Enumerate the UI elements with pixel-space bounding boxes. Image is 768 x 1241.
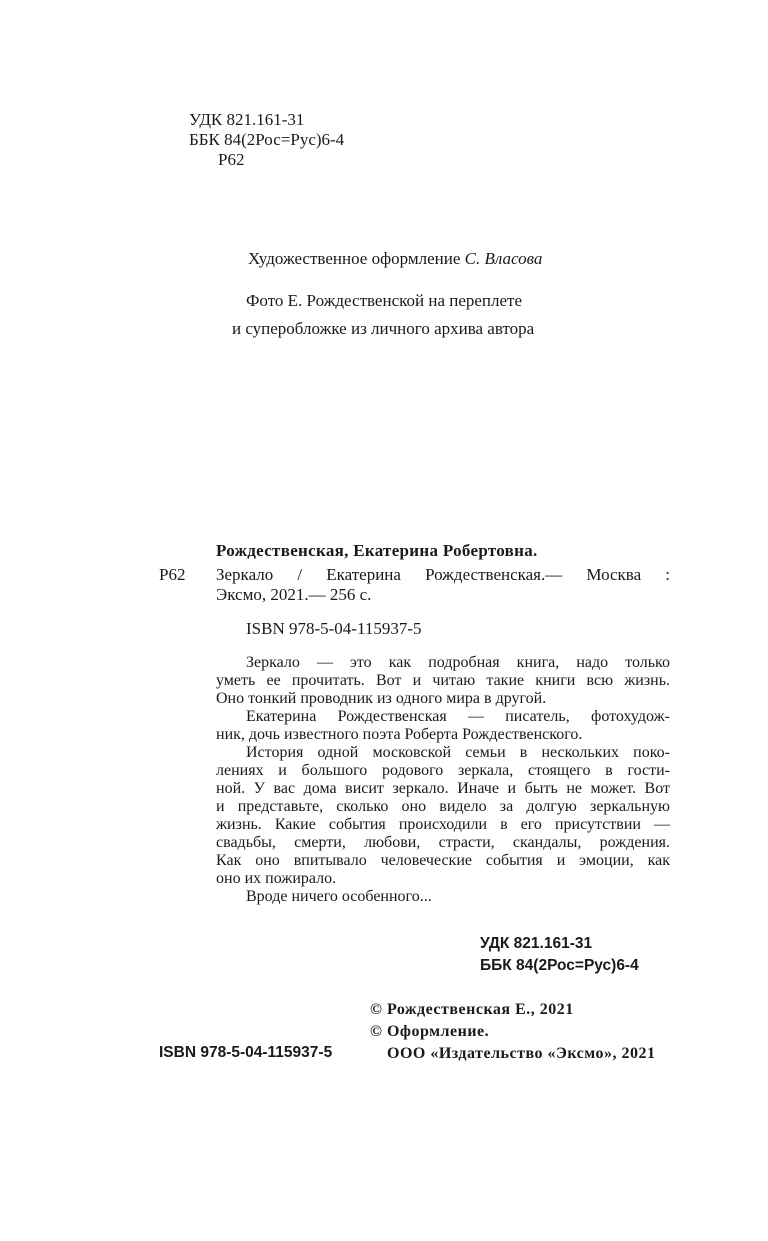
copyright-author: © Рождественская Е., 2021 — [370, 1001, 574, 1018]
annotation-p4: Вроде ничего особенного... — [246, 888, 432, 905]
annotation-p1-line-1: Зеркало — это как подробная книга, надо только — [246, 654, 670, 671]
annotation-p3-line-6: свадьбы, смерти, любови, страсти, скандалы, рождения. — [216, 834, 670, 851]
photo-credit-line-2: и суперобложке из личного архива автора — [232, 319, 535, 338]
annotation-p2-line-2: ник, дочь известного поэта Роберта Рождественского. — [216, 726, 583, 743]
copyright-design: © Оформление. — [370, 1023, 490, 1040]
isbn-record: ISBN 978-5-04-115937-5 — [246, 619, 422, 638]
annotation-p3-line-7: Как оно впитывало человеческие события и эмоции, как — [216, 852, 670, 869]
udk-code-top: УДК 821.161-31 — [189, 110, 305, 129]
annotation-p3-line-8: оно их пожирало. — [216, 870, 337, 887]
photo-credit-line-1: Фото Е. Рождественской на переплете — [246, 291, 523, 310]
isbn-bottom: ISBN 978-5-04-115937-5 — [159, 1044, 333, 1061]
author-sign: Р62 — [159, 565, 186, 584]
author-heading: Рождественская, Екатерина Робертовна. — [216, 541, 538, 560]
bbk-code-top: ББК 84(2Рос=Рус)6-4 — [189, 130, 345, 149]
annotation-p3-line-1: История одной московской семьи в нескольких поко- — [246, 744, 670, 761]
annotation-p3-line-3: ной. У вас дома висит зеркало. Иначе и быть не может. Вот — [216, 780, 670, 797]
annotation-p3-line-4: и представьте, сколько оно видело за долгую зеркальную — [216, 798, 670, 815]
udk-code-bottom: УДК 821.161-31 — [480, 935, 593, 952]
annotation-p1-line-3: Оно тонкий проводник из одного мира в другой. — [216, 690, 547, 707]
title-statement-line-1: Зеркало / Екатерина Рождественская.— Москва : — [216, 565, 670, 584]
design-credit — [248, 249, 542, 269]
designer-name: С. Власова — [464, 249, 543, 268]
bbk-code-bottom: ББК 84(2Рос=Рус)6-4 — [480, 957, 639, 974]
title-statement-line-2: Эксмо, 2021.— 256 с. — [216, 585, 372, 604]
annotation-p1-line-2: уметь ее прочитать. Вот и читаю такие книги всю жизнь. — [216, 672, 670, 689]
copyright-publisher: ООО «Издательство «Эксмо», 2021 — [387, 1045, 656, 1062]
annotation-p2-line-1: Екатерина Рождественская — писатель, фотохудож- — [246, 708, 670, 725]
annotation-p3-line-2: лениях и большого родового зеркала, стоящего в гости- — [216, 762, 670, 779]
author-sign-top: Р62 — [218, 150, 245, 169]
annotation-p3-line-5: жизнь. Какие события происходили в его присутствии — — [216, 816, 670, 833]
annotation — [216, 653, 670, 905]
design-credit-label: Художественное оформление — [248, 249, 465, 268]
